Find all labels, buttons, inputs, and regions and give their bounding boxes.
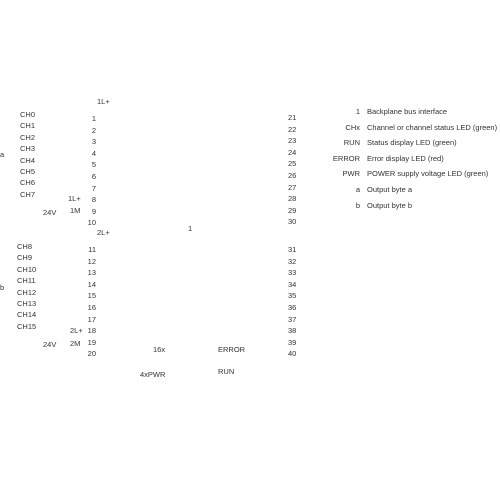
terminal-number: 16 xyxy=(87,303,96,312)
terminal-number: 23 xyxy=(288,136,297,146)
channel-label: CH1 xyxy=(20,121,36,131)
terminal-number: 18 xyxy=(87,326,96,336)
legend-description: Output byte b xyxy=(367,200,413,210)
group-a-supply-plus: 1L+ xyxy=(68,194,81,203)
top-supply-label: 1L+ xyxy=(97,97,110,106)
channel-label: CH4 xyxy=(20,155,36,165)
terminal-number: 24 xyxy=(288,147,297,157)
terminal-number: 2 xyxy=(91,125,96,135)
channel-label: CH0 xyxy=(20,110,36,119)
legend-key: a xyxy=(355,185,360,194)
terminal-number: 40 xyxy=(288,349,297,359)
terminal-number: 3 xyxy=(91,137,96,147)
legend-description: Channel or channel status LED (green) xyxy=(367,122,498,132)
group-a-voltage: 24V xyxy=(43,208,57,217)
legend-description: Error display LED (red) xyxy=(367,153,444,163)
channel-label: CH12 xyxy=(17,287,37,297)
terminal-number: 6 xyxy=(91,172,96,181)
terminal-number: 5 xyxy=(91,160,96,170)
terminal-number: 20 xyxy=(87,349,96,359)
channel-label: CH15 xyxy=(17,321,37,331)
terminal-number: 29 xyxy=(288,205,297,215)
terminal-number: 28 xyxy=(288,194,297,204)
terminal-number: 10 xyxy=(87,218,96,228)
legend-description: Backplane bus interface xyxy=(367,107,448,116)
legend-key: ERROR xyxy=(332,153,360,163)
channel-label: CH8 xyxy=(17,242,33,251)
legend-key: PWR xyxy=(342,169,360,179)
terminal-number: 22 xyxy=(288,124,297,134)
terminal-number: 8 xyxy=(91,195,96,205)
channel-label: CH13 xyxy=(17,299,37,308)
group-b-voltage: 24V xyxy=(43,340,57,349)
terminal-number: 39 xyxy=(288,337,297,347)
error-led-label: ERROR xyxy=(218,345,246,354)
terminal-number: 25 xyxy=(288,159,297,169)
channel-label: CH10 xyxy=(17,264,37,274)
terminal-number: 36 xyxy=(288,303,297,312)
terminal-number: 31 xyxy=(288,245,297,254)
mid-supply-label: 2L+ xyxy=(97,228,110,237)
terminal-number: 38 xyxy=(288,326,297,336)
channel-label: CH9 xyxy=(17,253,33,263)
terminal-number: 14 xyxy=(87,279,96,289)
side-label-a: a xyxy=(0,150,5,159)
terminal-number: 15 xyxy=(87,291,96,301)
pwr-led-label: 4xPWR xyxy=(140,370,166,379)
legend-key: b xyxy=(355,200,360,210)
group-a-supply-minus: 1M xyxy=(70,206,81,215)
legend-description: POWER supply voltage LED (green) xyxy=(367,169,489,179)
backplane-callout-number: 1 xyxy=(188,224,193,233)
terminal-number: 19 xyxy=(87,337,96,347)
legend-description: Output byte a xyxy=(367,185,413,194)
terminal-number: 34 xyxy=(288,279,297,289)
terminal-number: 7 xyxy=(91,183,96,193)
legend-key: RUN xyxy=(343,138,360,148)
terminal-number: 33 xyxy=(288,268,297,278)
channel-label: CH2 xyxy=(20,132,36,142)
terminal-number: 37 xyxy=(288,314,297,324)
terminal-number: 17 xyxy=(87,314,96,324)
channel-label: CH14 xyxy=(17,310,37,320)
terminal-number: 13 xyxy=(87,268,96,278)
terminal-number: 1 xyxy=(91,114,96,123)
legend-description: Status display LED (green) xyxy=(367,138,457,148)
group-b-supply-minus: 2M xyxy=(70,339,81,348)
channel-label: CH3 xyxy=(20,144,36,154)
channel-label: CH5 xyxy=(20,167,36,176)
legend-key: CHx xyxy=(345,122,360,132)
terminal-number: 9 xyxy=(91,206,96,216)
terminal-number: 11 xyxy=(88,245,96,254)
terminal-number: 35 xyxy=(288,291,297,301)
channel-label: CH11 xyxy=(17,276,36,286)
run-led-label: RUN xyxy=(218,367,235,376)
channel-label: CH7 xyxy=(20,189,36,199)
side-label-b: b xyxy=(0,283,5,292)
channel-label: CH6 xyxy=(20,178,36,188)
terminal-number: 32 xyxy=(288,256,297,266)
led-count-label: 16x xyxy=(153,345,166,354)
legend-key: 1 xyxy=(355,107,360,116)
terminal-number: 26 xyxy=(288,171,297,180)
terminal-number: 30 xyxy=(288,217,297,227)
terminal-number: 4 xyxy=(91,148,96,158)
terminal-number: 27 xyxy=(288,182,297,192)
group-b-supply-plus: 2L+ xyxy=(70,326,83,335)
terminal-number: 21 xyxy=(288,113,297,122)
terminal-number: 12 xyxy=(87,256,96,266)
